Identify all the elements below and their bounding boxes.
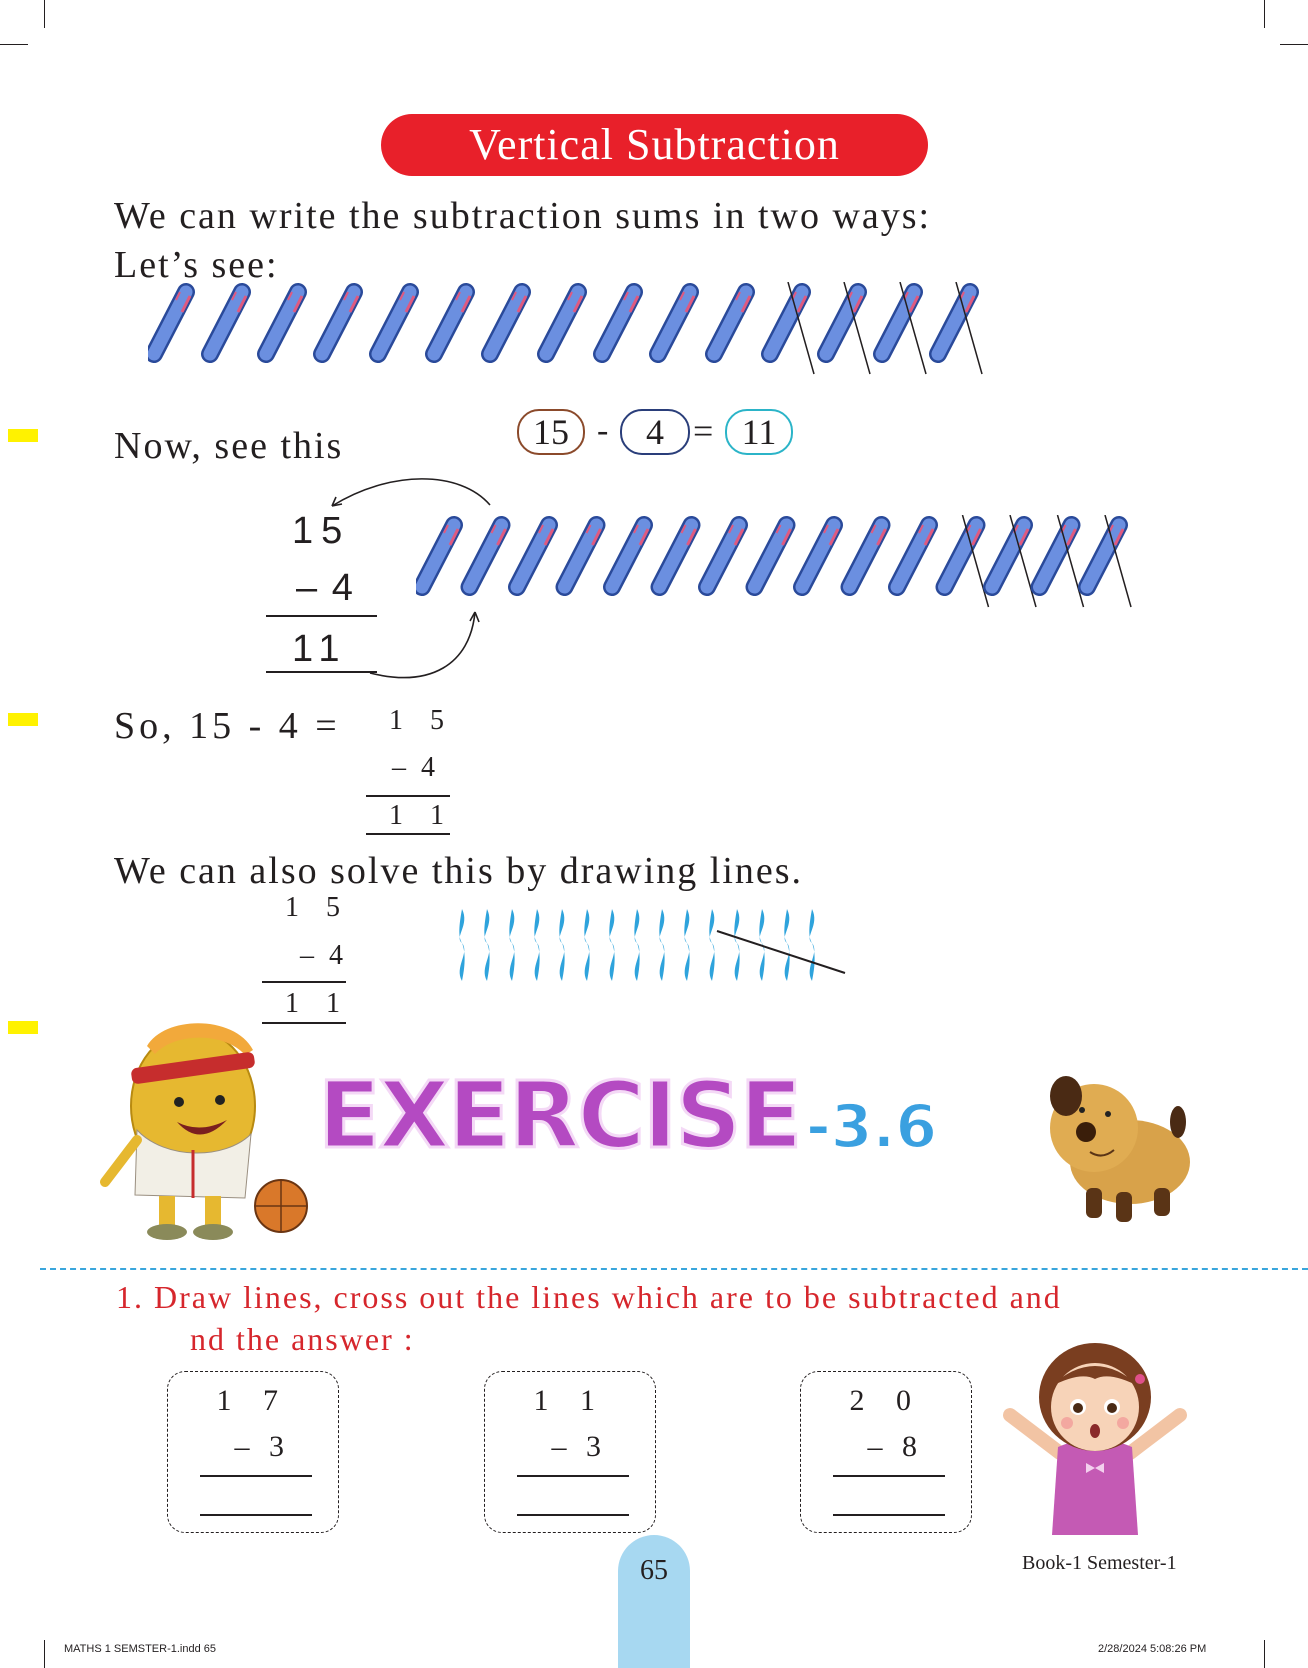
tally-line	[584, 909, 589, 981]
pen-icon	[707, 525, 743, 587]
pen-row-top	[148, 282, 1028, 382]
problem-box-2	[484, 1371, 656, 1533]
pen-icon	[850, 525, 886, 587]
page-number: 65	[618, 1535, 690, 1668]
problem-top: 1 1	[533, 1384, 607, 1417]
equation-minuend: 15	[517, 409, 585, 455]
tally-line	[709, 909, 714, 981]
intro-line-1: We can write the subtraction sums in two ways:	[114, 195, 932, 237]
crop-mark	[1264, 0, 1265, 28]
tally-line	[534, 909, 539, 981]
exercise-number: -3.6	[805, 1092, 938, 1162]
pen-icon	[470, 525, 506, 587]
pen-icon	[897, 525, 933, 587]
vertical2-rule	[366, 795, 450, 797]
exercise-heading	[318, 1062, 937, 1169]
tally-line	[684, 909, 689, 981]
so-line: So, 15 - 4 =	[114, 705, 341, 747]
pen-icon	[154, 292, 190, 354]
girl-illustration	[990, 1335, 1200, 1535]
pen-icon	[660, 525, 696, 587]
problem-top: 1 7	[216, 1384, 290, 1417]
pen-icon	[714, 292, 750, 354]
question-line-1: 1. Draw lines, cross out the lines which are to be subtracted and	[116, 1279, 1062, 1315]
pen-icon	[602, 292, 638, 354]
problem-top: 2 0	[849, 1384, 923, 1417]
pen-icon	[490, 292, 526, 354]
now-see-text: Now, see this	[114, 425, 344, 467]
margin-mark	[8, 429, 38, 442]
pen-icon	[210, 292, 246, 354]
tally-line	[659, 909, 664, 981]
answer-line[interactable]	[200, 1475, 312, 1477]
book-label: Book-1 Semester-1	[1022, 1552, 1177, 1574]
equation-subtrahend: 4	[620, 409, 690, 455]
margin-mark	[8, 713, 38, 726]
equation-equals: =	[693, 411, 714, 451]
tally-line	[559, 909, 564, 981]
crop-mark	[0, 44, 28, 45]
tally-line	[809, 909, 814, 981]
pen-icon	[378, 292, 414, 354]
problem-sub: – 3	[234, 1430, 290, 1463]
intro-line-2: Let’s see:	[114, 244, 279, 286]
answer-line[interactable]	[517, 1514, 629, 1516]
vertical1-answer: 11	[292, 628, 348, 670]
tally-line	[484, 909, 489, 981]
problem-sub: – 8	[867, 1430, 923, 1463]
crossed-pen-icon	[938, 282, 982, 374]
pen-icon	[322, 292, 358, 354]
crop-mark	[44, 0, 45, 28]
pen-row-middle	[416, 515, 1216, 615]
crossed-pen-icon	[945, 515, 989, 607]
vertical2-answer: 1 1	[389, 800, 454, 831]
tally-line	[734, 909, 739, 981]
problem-box-3	[800, 1371, 972, 1533]
pen-icon	[266, 292, 302, 354]
tally-lines	[450, 905, 860, 985]
equation-result: 11	[725, 409, 793, 455]
pen-icon	[434, 292, 470, 354]
crossed-pen-icon	[1040, 515, 1084, 607]
tally-line	[634, 909, 639, 981]
answer-line[interactable]	[517, 1475, 629, 1477]
crossed-pen-icon	[1087, 515, 1131, 607]
pen-icon	[802, 525, 838, 587]
tally-line	[609, 909, 614, 981]
pen-icon	[612, 525, 648, 587]
crop-mark	[1264, 1640, 1265, 1668]
pen-icon	[565, 525, 601, 587]
slug-right: 2/28/2024 5:08:26 PM	[1098, 1643, 1207, 1655]
problem-box-1	[167, 1371, 339, 1533]
pen-icon	[517, 525, 553, 587]
vertical1-top: 15	[292, 510, 351, 552]
crop-mark	[1280, 44, 1308, 45]
pen-icon	[658, 292, 694, 354]
tally-line	[784, 909, 789, 981]
vertical1-sub: – 4	[296, 567, 355, 609]
pen-icon	[422, 525, 458, 587]
pen-icon	[755, 525, 791, 587]
vertical3-rule	[262, 981, 346, 983]
vertical2-sub: – 4	[392, 752, 439, 783]
tally-line	[509, 909, 514, 981]
crossed-pen-icon	[992, 515, 1036, 607]
pen-icon	[546, 292, 582, 354]
exercise-word: EXERCISE	[318, 1062, 801, 1169]
crossed-pen-icon	[882, 282, 926, 374]
slug-left: MATHS 1 SEMSTER-1.indd 65	[64, 1643, 217, 1655]
crossed-pen-icon	[770, 282, 814, 374]
question-line-2: nd the answer :	[190, 1321, 415, 1357]
crossed-pen-icon	[826, 282, 870, 374]
equation-minus: -	[597, 412, 609, 449]
vertical3-answer: 1 1	[285, 988, 350, 1019]
lines-text: We can also solve this by drawing lines.	[114, 850, 804, 892]
vertical3-sub: – 4	[300, 940, 347, 971]
dog-toy-illustration	[1038, 1070, 1198, 1230]
answer-line[interactable]	[833, 1514, 945, 1516]
potato-mascot-illustration	[95, 1010, 315, 1250]
answer-line[interactable]	[200, 1514, 312, 1516]
crop-mark	[44, 1640, 45, 1668]
page-title: Vertical Subtraction	[381, 114, 928, 176]
section-divider	[40, 1268, 1308, 1270]
problem-sub: – 3	[551, 1430, 607, 1463]
tally-line	[459, 909, 464, 981]
answer-line[interactable]	[833, 1475, 945, 1477]
margin-mark	[8, 1021, 38, 1034]
vertical3-top: 1 5	[285, 892, 350, 923]
vertical2-rule	[366, 833, 450, 835]
vertical2-top: 1 5	[389, 705, 454, 736]
